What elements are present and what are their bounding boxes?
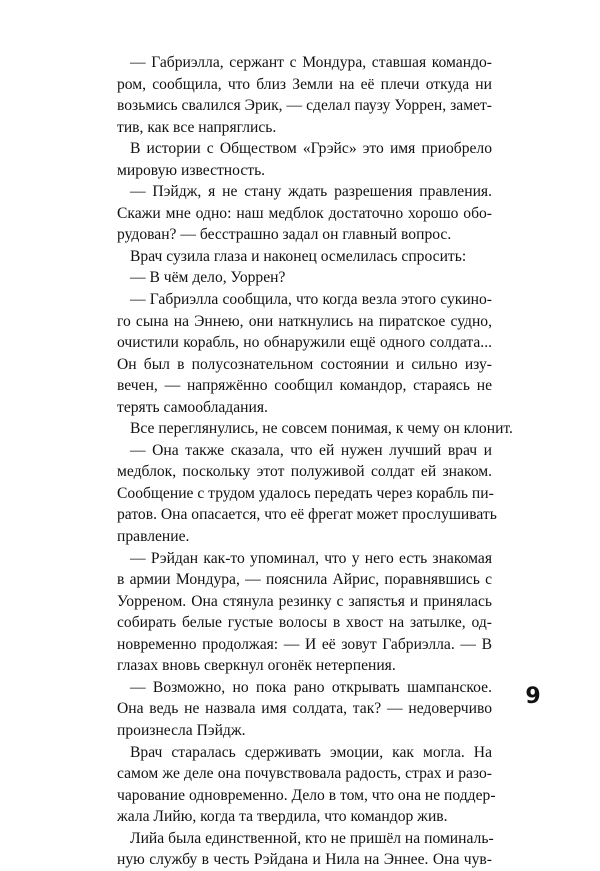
text-line: — Она также сказала, что ей нужен лучший врач и (130, 441, 492, 459)
text-line: В истории с Обществом «Грэйс» это имя приобрело (130, 140, 492, 158)
text-line: Уорреном. Она стянула резинку с запястья и принялась (117, 592, 492, 610)
text-line: ром, сообщила, что близ Земли на её плечи откуда ни (117, 75, 492, 93)
text-line: Лийа была единственной, кто не пришёл на поминаль- (130, 829, 494, 847)
text-line: чарование одновременно. Дело в том, что она не поддер- (117, 786, 496, 804)
text-line: возьмись свалился Эрик, — сделал паузу Уоррен, замет- (117, 97, 492, 115)
text-line: правление. (117, 528, 190, 546)
text-line: рудован? — бесстрашно задал он главный вопрос. (117, 226, 452, 244)
text-line: тив, как все напряглись. (117, 118, 277, 136)
text-line: ратов. Она опасается, что её фрегат может прослушивать (117, 506, 497, 524)
text-line: в армии Мондура, — пояснила Айрис, поравнявшись с (117, 571, 492, 589)
page-number: 9 (525, 684, 541, 709)
text-line: собирать белые густые волосы в хвост на затылке, од- (117, 614, 492, 632)
text-line: Сообщение с трудом удалось передать через корабль пи- (117, 484, 494, 502)
text-line: Он был в полусознательном состоянии и сильно изу- (117, 355, 492, 373)
text-line: Врач старалась сдерживать эмоции, как могла. На (130, 743, 492, 761)
text-line: терять самообладания. (117, 398, 268, 416)
text-line: мировую известность. (117, 161, 266, 179)
text-line: медблок, поскольку этот полуживой солдат ей знаком. (117, 463, 492, 481)
body-text (117, 52, 513, 871)
text-line: самом же деле она почувствовала радость, страх и разо- (117, 765, 492, 783)
text-line: го сына на Эннею, они наткнулись на пиратское судно, (117, 312, 492, 330)
text-line: ную службу в честь Рэйдана и Нила на Эннее. Она чув- (117, 851, 492, 869)
text-line: Все переглянулись, не совсем понимая, к чему он клонит. (130, 420, 513, 438)
text-line: — Пэйдж, я не стану ждать разрешения правления. (130, 183, 492, 201)
text-line: произнесла Пэйдж. (117, 721, 246, 739)
text-line: — Габриэлла, сержант с Мондура, ставшая командо- (130, 54, 492, 71)
text-line: — Габриэлла сообщила, что когда везла этого сукино- (130, 291, 492, 309)
text-line: жала Лийю, когда та твердила, что командор жив. (117, 808, 448, 826)
text-line: вечен, — напряжённо сообщил командор, стараясь не (117, 377, 492, 395)
text-line: Скажи мне одно: наш медблок достаточно хорошо обо- (117, 204, 492, 222)
text-line: новременно продолжая: — И её зовут Габриэлла. — В (117, 635, 492, 653)
text-line: глазах вновь сверкнул огонёк нетерпения. (117, 657, 396, 675)
text-line: — В чём дело, Уоррен? (130, 269, 286, 287)
text-line: Врач сузила глаза и наконец осмелилась спросить: (130, 247, 467, 265)
text-line: очистили корабль, но обнаружили ещё одного солдата... (117, 334, 492, 352)
text-line: — Рэйдан как-то упоминал, что у него есть знакомая (130, 549, 492, 567)
text-line: — Возможно, но пока рано открывать шампанское. (130, 678, 492, 696)
text-line: Она ведь не назвала имя солдата, так? — недоверчиво (117, 700, 492, 718)
